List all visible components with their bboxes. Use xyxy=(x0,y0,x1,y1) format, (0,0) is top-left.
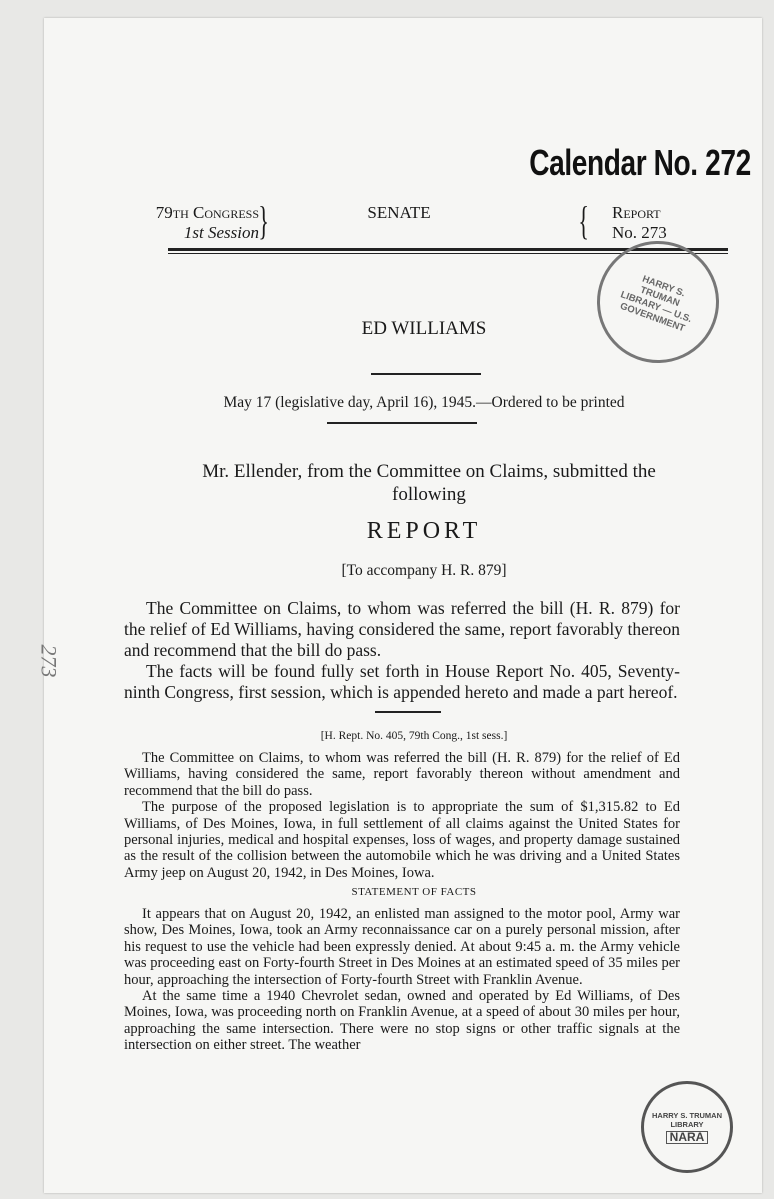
right-brace: { xyxy=(578,198,589,243)
report-label: Report xyxy=(612,203,661,222)
body-rule xyxy=(375,711,441,713)
document-page xyxy=(36,18,762,1193)
chamber-label: SENATE xyxy=(367,203,431,222)
report-info xyxy=(612,203,722,243)
handwritten-margin-note: 273 xyxy=(36,644,62,678)
report-body xyxy=(124,598,680,703)
date-rule xyxy=(327,422,477,424)
appendix-paragraph-2: The purpose of the proposed legislation is to appropriate the sum of $1,315.82 to Ed Williams, of Des Moines, Iowa, in full settlement of all claims against the United States for personal injuries, medical and hospital expenses, loss of wages, and property damage sustained as the result of the collision between the automobile which he was driving and a United States Army jeep on August 20, 1942, in Des Moines, Iowa. xyxy=(124,799,680,881)
title-rule xyxy=(371,373,481,375)
bill-title: ED WILLIAMS xyxy=(361,318,487,339)
submitted-by xyxy=(109,460,749,506)
body-paragraph-2: The facts will be found fully set forth in House Report No. 405, Seventy-ninth Congress, first session, which is appended hereto and made a part hereof. xyxy=(124,661,680,702)
facts-heading: STATEMENT OF FACTS xyxy=(351,886,477,898)
facts-paragraph-1: It appears that on August 20, 1942, an enlisted man assigned to the motor pool, Army war show, Des Moines, Iowa, took an Army reconnaissance car on a purely personal mission, after his request to use the vehicle had been expressly denied. At about 9:45 a. m. the Army vehicle was proceeding east on Forty-fourth Street in Des Moines at an estimated speed of 35 miles per hour, approaching the intersection of Forty-fourth Street with Franklin Avenue. xyxy=(124,906,680,988)
stamp-top-text: HARRY S. TRUMAN LIBRARY — U.S. GOVERNMENT xyxy=(618,273,694,335)
stamp-bottom-content xyxy=(652,1111,722,1144)
session-label: 1st Session xyxy=(183,223,259,242)
stamp-bottom-ring: HARRY S. TRUMAN LIBRARY xyxy=(652,1110,723,1129)
appendix-body xyxy=(124,750,680,881)
facts-paragraph-2: At the same time a 1940 Chevrolet sedan, owned and operated by Ed Williams, of Des Moines, Iowa, was proceeding north on Franklin Avenue, at a speed of about 30 miles per hour, approaching the same intersection. There were no stop signs or other traffic signals at the intersection on either street. The weather xyxy=(124,988,680,1054)
date-line: May 17 (legislative day, April 16), 1945.—Ordered to be printed xyxy=(223,394,625,411)
congress-info xyxy=(119,203,259,243)
truman-library-stamp-bottom xyxy=(641,1081,733,1173)
left-brace: } xyxy=(258,198,269,243)
submitted-line-2: following xyxy=(392,484,466,505)
report-heading: REPORT xyxy=(366,518,482,544)
congress-label: 79th Congress xyxy=(155,203,259,222)
accompany-note: [To accompany H. R. 879] xyxy=(341,562,507,579)
calendar-number: Calendar No. 272 xyxy=(529,142,751,183)
report-number: No. 273 xyxy=(612,223,667,242)
appendix-paragraph-1: The Committee on Claims, to whom was referred the bill (H. R. 879) for the relief of Ed Williams, having considered the same, report favorably thereon without amendment and recommend that the bill do pass. xyxy=(124,750,680,799)
stamp-bottom-center: NARA xyxy=(666,1131,709,1144)
house-report-ref: [H. Rept. No. 405, 79th Cong., 1st sess.] xyxy=(320,730,508,742)
submitted-line-1: Mr. Ellender, from the Committee on Claims, submitted the xyxy=(202,461,656,482)
body-paragraph-1: The Committee on Claims, to whom was referred the bill (H. R. 879) for the relief of Ed Williams, having considered the same, report favorably thereon and recommend that the bill do pass. xyxy=(124,598,680,660)
facts-body xyxy=(124,906,680,1054)
